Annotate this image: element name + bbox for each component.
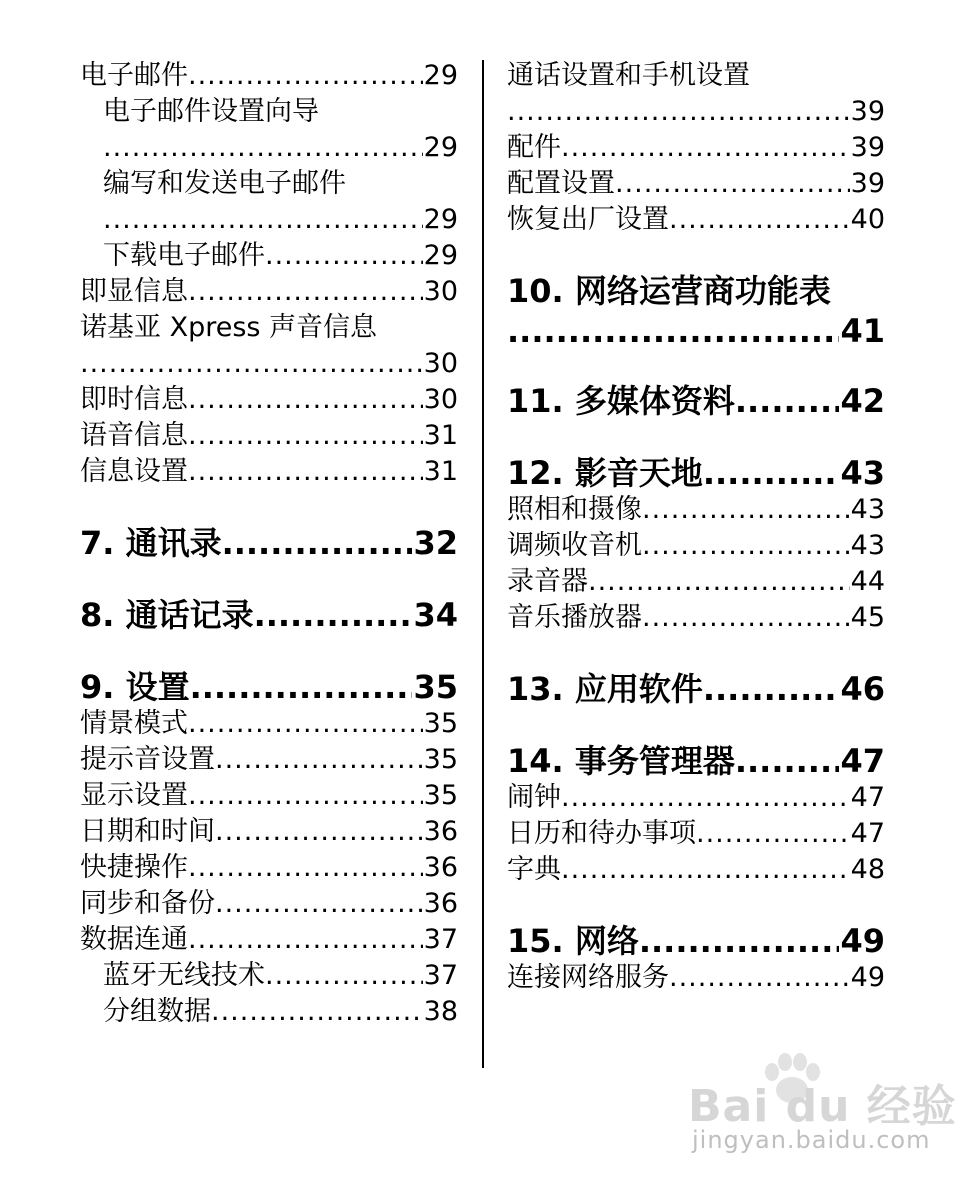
toc-entry-continuation[interactable]: ..... 30 [80, 348, 458, 380]
toc-entry[interactable]: 编写和发送电子邮件 [103, 168, 346, 199]
toc-entry[interactable]: 电子邮件 ..... 29 [80, 60, 458, 92]
toc-entry[interactable]: 分组数据 ..... 38 [103, 996, 458, 1028]
toc-entry[interactable]: 下载电子邮件 ..... 29 [103, 240, 458, 272]
toc-entry-continuation[interactable]: ..... 39 [507, 96, 885, 128]
toc-entry[interactable]: 录音器 ..... 44 [507, 566, 885, 598]
toc-entry-continuation[interactable]: ..... 29 [103, 204, 458, 236]
toc-entry[interactable]: 即显信息 ..... 30 [80, 276, 458, 308]
toc-entry[interactable]: 音乐播放器 ..... 45 [507, 602, 885, 634]
watermark-url: jingyan.baidu.com [692, 1126, 931, 1154]
toc-entry[interactable]: 配件 ..... 39 [507, 132, 885, 164]
toc-entry[interactable]: 连接网络服务 ..... 49 [507, 962, 885, 994]
toc-entry[interactable]: 通话设置和手机设置 [507, 60, 750, 91]
toc-chapter[interactable]: 8. 通话记录 ..... 34 [80, 596, 458, 634]
toc-entry-continuation[interactable]: ..... 29 [103, 132, 458, 164]
toc-entry[interactable]: 语音信息 ..... 31 [80, 420, 458, 452]
toc-entry[interactable]: 同步和备份 ..... 36 [80, 888, 458, 920]
toc-entry[interactable]: 配置设置 ..... 39 [507, 168, 885, 200]
toc-entry[interactable]: 提示音设置 ..... 35 [80, 744, 458, 776]
toc-entry[interactable]: 即时信息 ..... 30 [80, 384, 458, 416]
column-divider [482, 60, 484, 1068]
toc-chapter[interactable]: 10. 网络运营商功能表 [507, 272, 831, 310]
toc-entry[interactable]: 快捷操作 ..... 36 [80, 852, 458, 884]
watermark-logo: Bai du 经验 [688, 1081, 957, 1132]
toc-chapter[interactable]: 15. 网络 ..... 49 [507, 922, 885, 960]
toc-entry[interactable]: 调频收音机 ..... 43 [507, 530, 885, 562]
toc-chapter[interactable]: 13. 应用软件 ..... 46 [507, 670, 885, 708]
toc-entry[interactable]: 电子邮件设置向导 [103, 96, 319, 127]
toc-chapter-continuation[interactable]: ..... 41 [507, 312, 885, 350]
toc-entry[interactable]: 情景模式 ..... 35 [80, 708, 458, 740]
toc-entry[interactable]: 字典 ..... 48 [507, 854, 885, 886]
toc-entry[interactable]: 照相和摄像 ..... 43 [507, 494, 885, 526]
toc-entry[interactable]: 数据连通 ..... 37 [80, 924, 458, 956]
toc-entry[interactable]: 蓝牙无线技术 ..... 37 [103, 960, 458, 992]
toc-entry[interactable]: 日期和时间 ..... 36 [80, 816, 458, 848]
toc-chapter[interactable]: 11. 多媒体资料 ..... 42 [507, 382, 885, 420]
toc-chapter[interactable]: 14. 事务管理器 ..... 47 [507, 742, 885, 780]
toc-entry[interactable]: 诺基亚 Xpress 声音信息 [80, 312, 378, 343]
toc-entry[interactable]: 信息设置 ..... 31 [80, 456, 458, 488]
toc-chapter[interactable]: 9. 设置 ..... 35 [80, 668, 458, 706]
toc-entry[interactable]: 日历和待办事项 ..... 47 [507, 818, 885, 850]
toc-chapter[interactable]: 7. 通讯录 ..... 32 [80, 524, 458, 562]
toc-chapter[interactable]: 12. 影音天地 ..... 43 [507, 454, 885, 492]
toc-entry[interactable]: 恢复出厂设置 ..... 40 [507, 204, 885, 236]
toc-entry[interactable]: 显示设置 ..... 35 [80, 780, 458, 812]
toc-entry[interactable]: 闹钟 ..... 47 [507, 782, 885, 814]
